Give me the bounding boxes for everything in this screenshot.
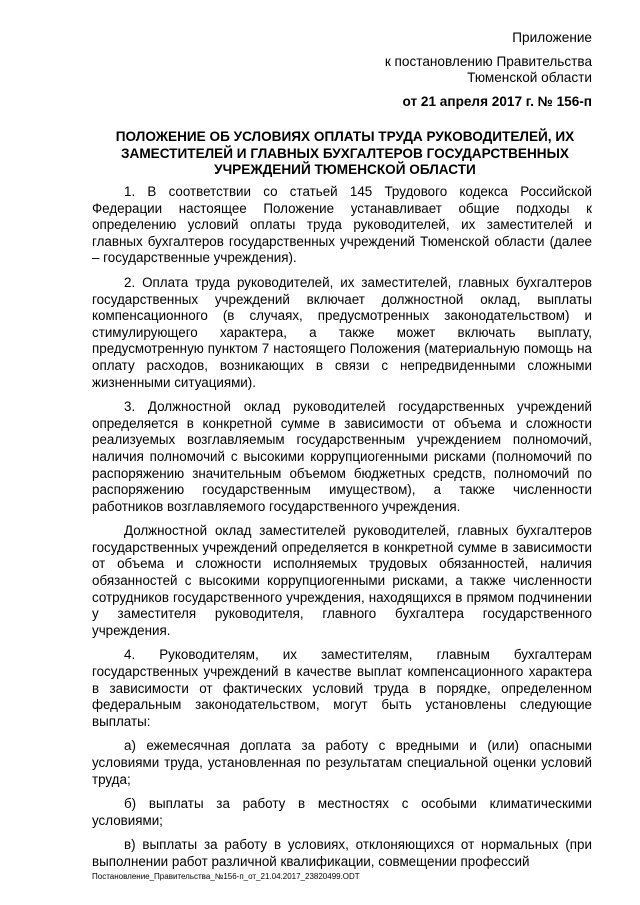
region-name: Тюменской области <box>467 70 592 85</box>
appendix-header <box>312 30 592 110</box>
document-title: ПОЛОЖЕНИЕ ОБ УСЛОВИЯХ ОПЛАТЫ ТРУДА РУКОВОДИТЕЛЕЙ, ИХ ЗАМЕСТИТЕЛЕЙ И ГЛАВНЫХ БУХГАЛТЕРОВ ГОСУДАРСТВЕННЫХ УЧРЕЖДЕНИЙ ТЮМЕНСКОЙ ОБЛАСТИ <box>115 129 575 178</box>
paragraph-1: 1. В соответствии со статьей 145 Трудового кодекса Российской Федерации настоящее Положение устанавливает общие подходы к определению условий оплаты труда руководителей, их заместителей и главных бухгалтеров государственных учреждений Тюменской области (далее – государственные учреждения). <box>92 184 592 266</box>
list-item-a: а) ежемесячная доплата за работу с вредными и (или) опасными условиями труда, установленная по результатам специальной оценки условий труда; <box>92 738 592 787</box>
paragraph-4: 4. Руководителям, их заместителям, главным бухгалтерам государственных учреждений в качестве выплат компенсационного характера в зависимости от фактических условий труда в порядке, определенном федеральным законодательством, могут быть установлены следующие выплаты: <box>92 647 592 729</box>
paragraph-3: 3. Должностной оклад руководителей государственных учреждений определяется в конкретной сумме в зависимости от объема и сложности реализуемых возглавляемым государственным учреждением полномочий, наличия полномочий с высокими коррупциогенными рисками (полномочий по распоряжению значительным объемом бюджетных средств, полномочий по распоряжению государственным имуществом), а также численности работников возглавляемого государственного учреждения. <box>92 399 592 514</box>
list-item-c: в) выплаты за работу в условиях, отклоняющихся от нормальных (при выполнении работ различной квалификации, совмещении профессий <box>92 837 592 869</box>
resolution-reference: к постановлению Правительства <box>384 53 592 69</box>
resolution-date-number: от 21 апреля 2017 г. № 156-п <box>402 93 592 109</box>
file-name-footer: Постановление_Правительства_№156-п_от_21.04.2017_23820499.ODT <box>92 872 360 881</box>
paragraph-2: 2. Оплата труда руководителей, их заместителей, главных бухгалтеров государственных учреждений включает должностной оклад, выплаты компенсационного (в случаях, предусмотренных законодательством) и стимулирующего характера, а также может включать выплату, предусмотренную пунктом 7 настоящего Положения (материальную помощь на оплату расходов, возникающих в связи с непредвиденными сложными жизненными ситуациями). <box>92 274 592 390</box>
appendix-label: Приложение <box>512 30 592 45</box>
list-item-b: б) выплаты за работу в местностях с особыми климатическими условиями; <box>92 796 592 828</box>
paragraph-3-continued: Должностной оклад заместителей руководителей, главных бухгалтеров государственных учреждений определяется в конкретной сумме в зависимости от объема и сложности исполняемых трудовых обязанностей, наличия обязанностей с высокими коррупциогенными рисками, а также численности сотрудников государственного учреждения, находящихся в прямом подчинении у заместителя руководителя, главного бухгалтера государственного учреждения. <box>92 523 592 638</box>
document-body <box>92 184 592 879</box>
